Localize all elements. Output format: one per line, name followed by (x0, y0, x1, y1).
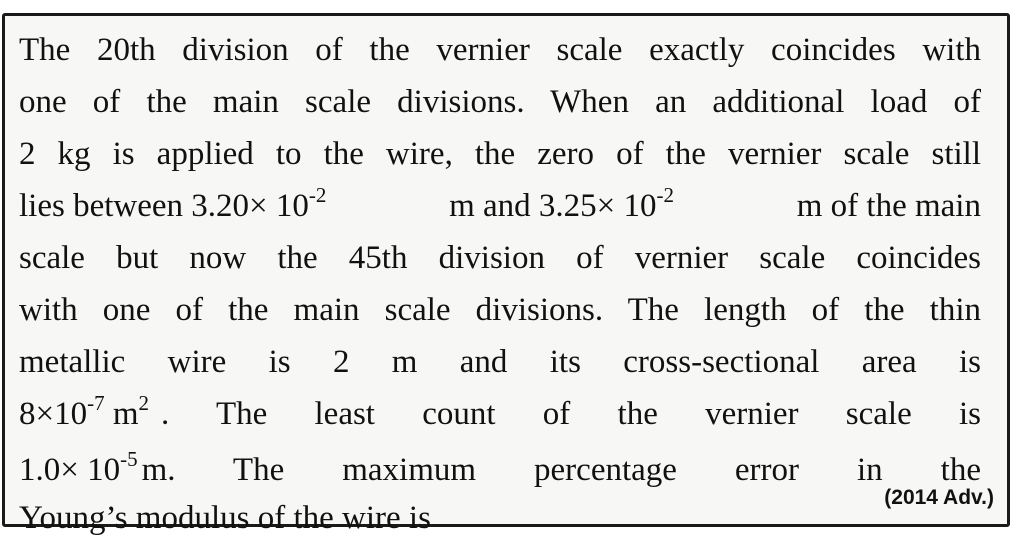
line-segment: m of the main (796, 188, 981, 224)
exponent: -7 (87, 391, 105, 415)
line-segment: m. The maximum percentage error in the (141, 452, 981, 488)
question-line (19, 338, 981, 386)
question-line (19, 286, 981, 334)
line-text: 2 kg is applied to the wire, the zero of the vernier scale still (19, 136, 981, 172)
exponent: 2 (138, 391, 150, 415)
line-text: with one of the main scale divisions. The length of the thin (19, 292, 981, 328)
question-line (19, 78, 981, 126)
line-text: The 20th division of the vernier scale exactly coincides with (19, 32, 981, 68)
line-segment: $1.0\times 10^{-5}$ (19, 447, 138, 488)
line-segment: m and $3.25\times 10^{-2}$ (449, 183, 675, 224)
exponent: -5 (120, 447, 138, 471)
line-text: metallic wire is 2 m and its cross-sectional area is (19, 344, 981, 380)
question-line (19, 182, 981, 230)
question-line (19, 234, 981, 282)
line-segment: . The least count of the vernier scale is (161, 396, 981, 432)
exam-source-tag: (2014 Adv.) (884, 486, 994, 509)
question-line (19, 130, 981, 178)
line-text: scale but now the 45th division of vernier scale coincides (19, 240, 981, 276)
question-line (19, 446, 981, 494)
exponent: -2 (308, 183, 327, 207)
question-line (19, 26, 981, 74)
question-line (19, 390, 981, 438)
question-line (19, 494, 981, 542)
exponent: -2 (656, 183, 675, 207)
line-text: Young’s modulus of the wire is (19, 500, 431, 536)
line-text: one of the main scale divisions. When an additional load of (19, 84, 981, 120)
line-segment: $8\times 10^{-7}$ $m^2$ (19, 391, 150, 432)
line-segment: lies between $3.20\times 10^{-2}$ (19, 183, 327, 224)
